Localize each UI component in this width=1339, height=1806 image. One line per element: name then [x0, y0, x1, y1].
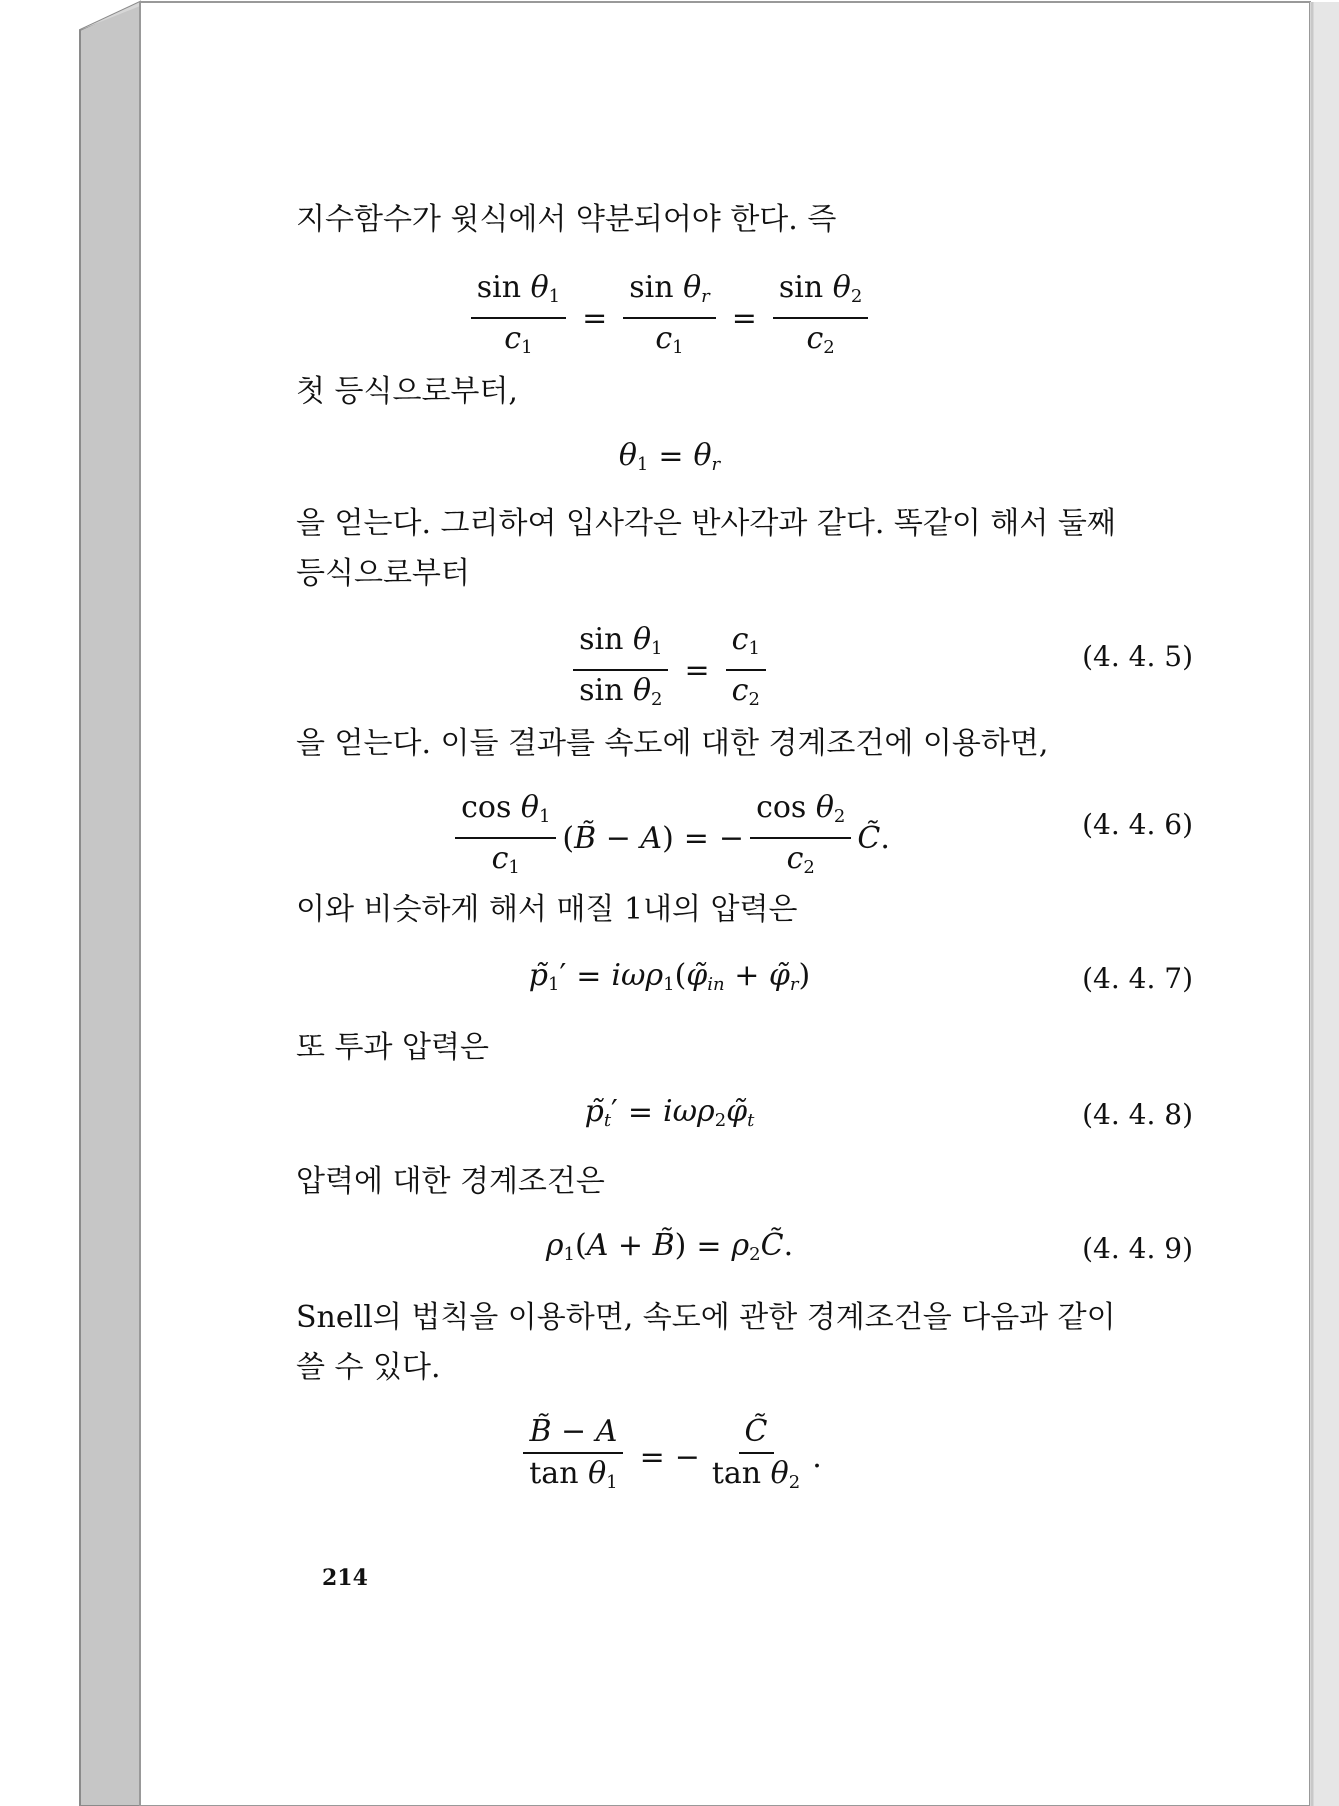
paragraph-6: 또 투과 압력은: [296, 1030, 489, 1065]
fraction: $\frac{\cos \theta_1}{c_1}$: [455, 788, 556, 888]
fraction: $\frac{\cos \theta_2}{c_2}$: [750, 788, 851, 888]
fraction: $\frac{\sin \theta_1}{\sin \theta_2}$: [573, 620, 668, 720]
fraction: $\frac{C̃}{\tan \theta_2}$: [711, 1414, 801, 1493]
page-number: 214: [322, 1565, 368, 1591]
fraction: $\frac{B̃ - A}{\tan \theta_1}$: [523, 1412, 623, 1503]
paragraph-7: 압력에 대한 경계조건은: [296, 1164, 605, 1199]
paragraph-2: 첫 등식으로부터,: [296, 374, 518, 409]
equation-number-4-4-7: (4. 4. 7): [1082, 962, 1193, 995]
equation-angle-equality: $\theta_1$ = $\theta_r$: [618, 438, 721, 475]
paragraph-3-line-1: 을 얻는다. 그리하여 입사각은 반사각과 같다. 똑같이 해서 둘째: [296, 506, 1116, 541]
equation-number-4-4-8: (4. 4. 8): [1082, 1098, 1193, 1131]
fraction: $\frac{\sin \theta_1}{c_1}$: [471, 268, 566, 368]
equation-snell-ratio: $\frac{\sin \theta_1}{c_1}$ = $\frac{\sin \theta_r}{c_1}$ = $\frac{\sin \theta_2}{c_2}$: [0, 268, 1339, 368]
fraction: $\frac{\sin \theta_2}{c_2}$: [773, 268, 868, 368]
paragraph-1: 지수함수가 윗식에서 약분되어야 한다. 즉: [296, 202, 837, 237]
fraction: $\frac{\sin \theta_r}{c_1}$: [623, 268, 716, 368]
paragraph-8-line-1: Snell의 법칙을 이용하면, 속도에 관한 경계조건을 다음과 같이: [296, 1300, 1116, 1335]
equation-4-4-6: $\frac{\cos \theta_1}{c_1}$ (B̃ − A) = − $\frac{\cos \theta_2}{c_2}$ C̃.: [0, 788, 1339, 888]
equation-number-4-4-9: (4. 4. 9): [1082, 1232, 1193, 1265]
paragraph-5: 이와 비슷하게 해서 매질 1내의 압력은: [296, 892, 798, 927]
equation-number-4-4-5: (4. 4. 5): [1082, 640, 1193, 673]
fraction: $\frac{c_1}{c_2}$: [726, 620, 766, 720]
paragraph-4: 을 얻는다. 이들 결과를 속도에 대한 경계조건에 이용하면,: [296, 726, 1049, 761]
equation-4-4-9: $\rho_1(A$ + B̃) = $\rho_2C̃$.: [545, 1228, 794, 1265]
equation-4-4-8: $p̃_t'$ = $i\omega\rho_2\varphĩ_t$: [584, 1094, 755, 1131]
equation-boundary-tan: $\frac{B̃ - A}{\tan \theta_1}$ = − $\frac{C̃}{\tan \theta_2}$ .: [0, 1412, 1339, 1503]
equation-4-4-5: $\frac{\sin \theta_1}{\sin \theta_2}$ = $\frac{c_1}{c_2}$: [0, 620, 1339, 720]
equation-4-4-7: $p̃_1'$ = $i\omega\rho_1(\varphĩ_{in}$ + $\varphĩ_r$): [528, 958, 811, 995]
paragraph-8-line-2: 쓸 수 있다.: [296, 1350, 441, 1385]
paragraph-3-line-2: 등식으로부터: [296, 556, 470, 591]
equation-number-4-4-6: (4. 4. 6): [1082, 808, 1193, 841]
